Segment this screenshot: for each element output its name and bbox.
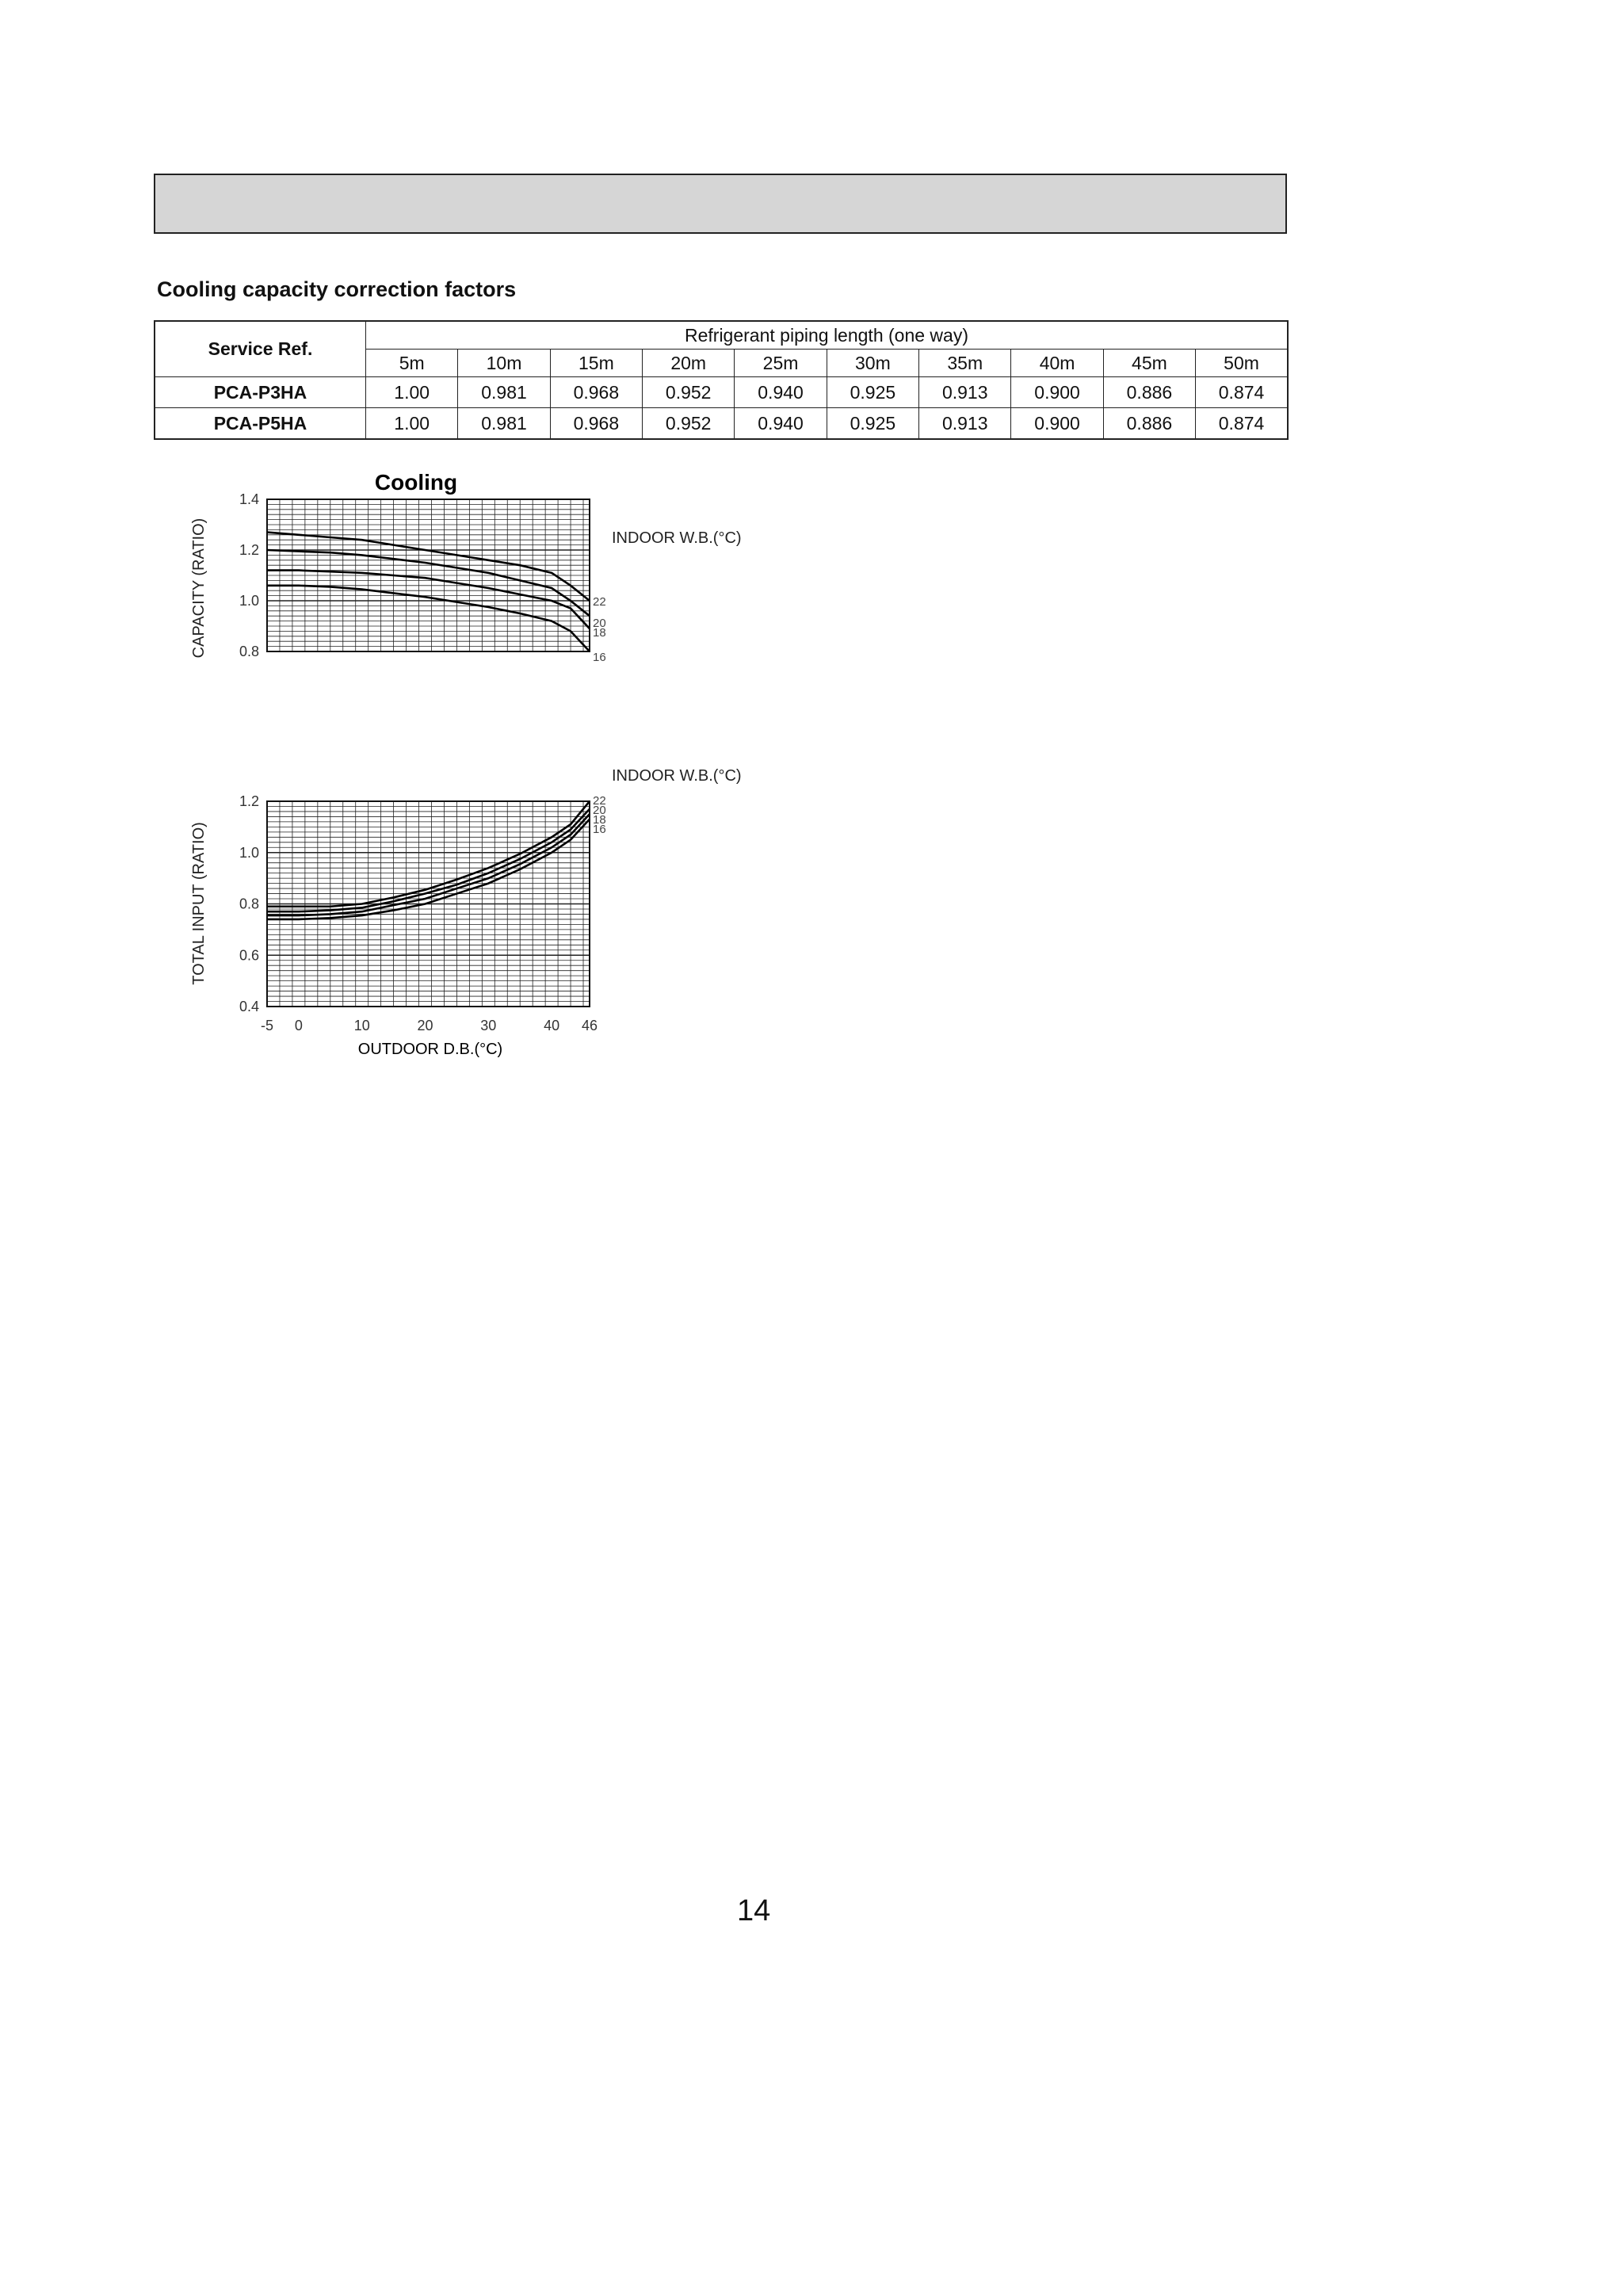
x-tick-label: 10 <box>353 1018 370 1033</box>
length-header: 10m <box>458 350 550 377</box>
factor-cell: 0.900 <box>1011 408 1103 440</box>
factor-cell: 1.00 <box>366 377 458 408</box>
x-tick-label: 20 <box>417 1018 433 1033</box>
piping-length-header: Refrigerant piping length (one way) <box>366 321 1289 350</box>
length-header: 45m <box>1103 350 1195 377</box>
y-tick-label: 1.4 <box>239 491 259 507</box>
page-number: 14 <box>737 1894 771 1927</box>
series-end-label: 18 <box>593 626 606 640</box>
series-line-total-input-18 <box>267 814 590 915</box>
length-header: 40m <box>1011 350 1103 377</box>
factor-cell: 0.886 <box>1103 408 1195 440</box>
model-cell: PCA-P5HA <box>155 408 366 440</box>
factor-cell: 0.968 <box>550 408 642 440</box>
length-header: 35m <box>919 350 1011 377</box>
y-tick-label: 1.2 <box>239 542 259 558</box>
x-axis-label: OUTDOOR D.B.(°C) <box>357 1041 503 1058</box>
factor-cell: 0.913 <box>919 408 1011 440</box>
series-line-capacity-18 <box>267 571 590 629</box>
x-tick-label: -5 <box>260 1018 274 1033</box>
x-tick-label: 0 <box>294 1018 303 1033</box>
length-header: 20m <box>643 350 735 377</box>
series-end-label: 20 <box>593 804 606 817</box>
model-cell: PCA-P3HA <box>155 377 366 408</box>
series-end-label: 18 <box>593 813 606 827</box>
service-ref-header: Service Ref. <box>155 321 366 377</box>
chart-title: Cooling <box>374 470 458 495</box>
factor-cell: 0.913 <box>919 377 1011 408</box>
section-title: Cooling capacity correction factors <box>157 277 517 301</box>
y-tick-label: 0.8 <box>239 644 259 659</box>
y-tick-label: 1.2 <box>239 793 259 809</box>
x-tick-label: 30 <box>480 1018 497 1033</box>
factor-cell: 0.940 <box>735 377 827 408</box>
factor-cell: 1.00 <box>366 408 458 440</box>
factor-cell: 0.900 <box>1011 377 1103 408</box>
y-tick-label: 1.0 <box>239 844 259 861</box>
length-header: 5m <box>366 350 458 377</box>
y-tick-label: 0.4 <box>239 999 259 1014</box>
factor-cell: 0.925 <box>827 377 918 408</box>
legend-title: INDOOR W.B.(°C) <box>612 529 742 547</box>
series-end-label: 22 <box>593 595 606 609</box>
legend-title: INDOOR W.B.(°C) <box>612 767 742 785</box>
y-tick-label: 0.8 <box>239 896 259 912</box>
length-header: 30m <box>827 350 918 377</box>
y-tick-label: 0.6 <box>239 947 259 964</box>
series-end-label: 20 <box>593 617 606 631</box>
factor-cell: 0.925 <box>827 408 918 440</box>
series-line-total-input-20 <box>267 809 590 912</box>
x-tick-label: 40 <box>544 1018 560 1033</box>
length-header: 50m <box>1196 350 1288 377</box>
y-axis-label: TOTAL INPUT (RATIO) <box>190 822 208 985</box>
factor-cell: 0.886 <box>1103 377 1195 408</box>
series-end-label: 16 <box>593 823 606 836</box>
factor-cell: 0.874 <box>1196 377 1288 408</box>
factor-cell: 0.940 <box>735 408 827 440</box>
factor-cell: 0.952 <box>643 408 735 440</box>
chart-plot-layer <box>190 491 742 1033</box>
length-header: 25m <box>735 350 827 377</box>
series-end-label: 22 <box>593 794 606 808</box>
factor-cell: 0.968 <box>550 377 642 408</box>
series-end-label: 16 <box>593 651 606 664</box>
factor-cell: 0.952 <box>643 377 735 408</box>
factor-cell: 0.981 <box>458 408 550 440</box>
x-tick-label: 46 <box>581 1018 598 1033</box>
y-tick-label: 1.0 <box>239 593 259 609</box>
factor-cell: 0.981 <box>458 377 550 408</box>
y-axis-label: CAPACITY (RATIO) <box>190 518 208 659</box>
length-header: 15m <box>550 350 642 377</box>
factor-cell: 0.874 <box>1196 408 1288 440</box>
